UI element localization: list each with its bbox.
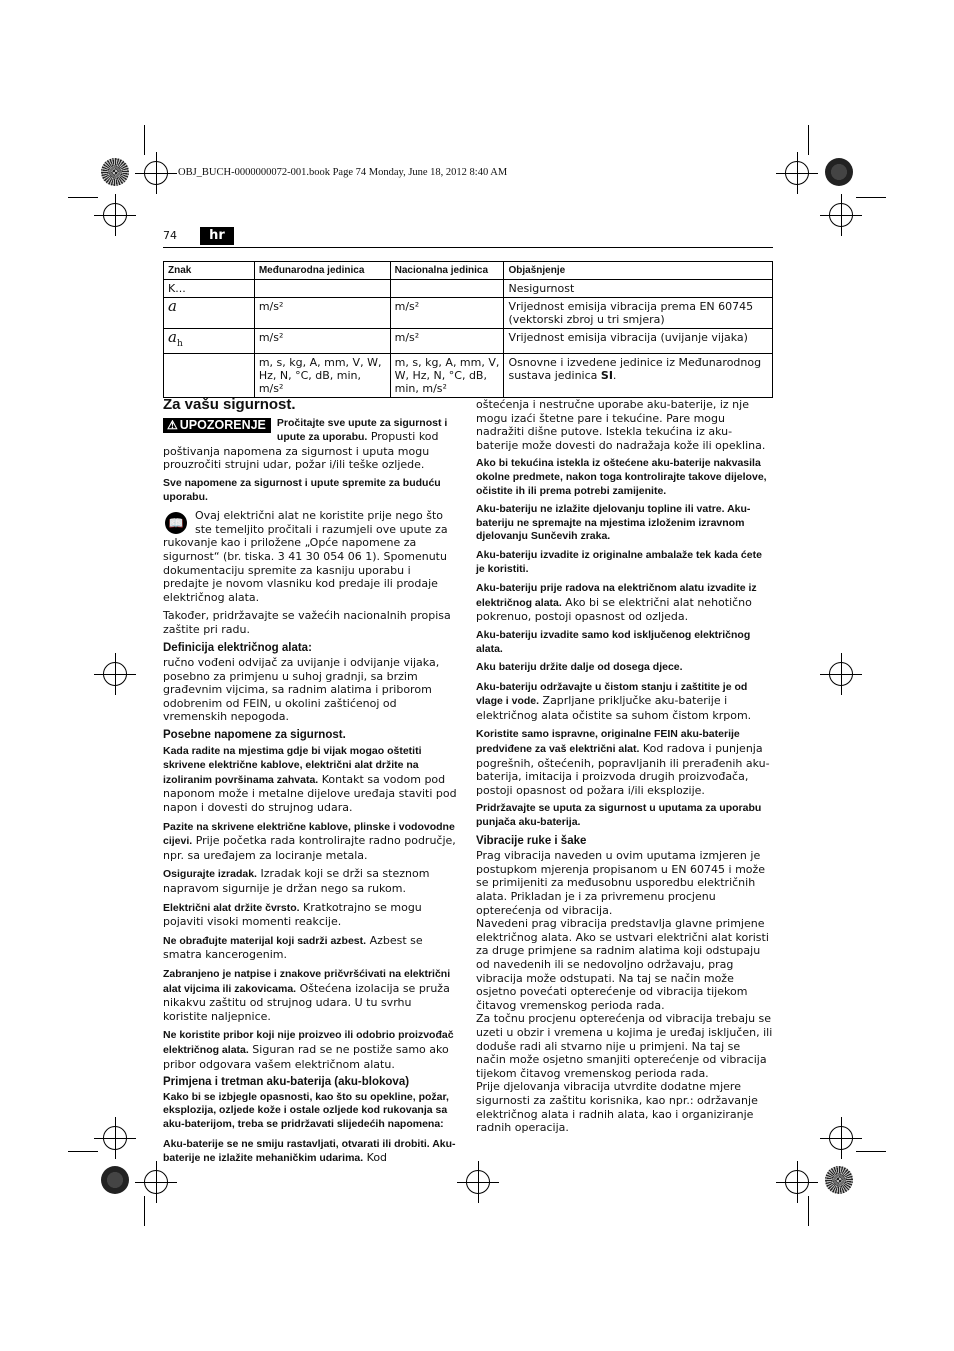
registration-mark-icon: [101, 158, 129, 186]
safety-paragraph: [163, 867, 459, 895]
body-text: Oštećena izolacija se pruža nikakvu zaštitu od strujnog udara. U tu svrhu koristite naljepnice.: [163, 981, 450, 1023]
body-text: Siguran rad se ne postiže samo ako pribor odgovara vašem električnom alatu.: [163, 1042, 449, 1071]
safety-paragraph: [163, 744, 459, 815]
crop-mark: [144, 125, 145, 155]
warning-badge: [163, 418, 271, 434]
crosshair-mark-icon: [785, 1170, 809, 1194]
table-cell: Vrijednost emisija vibracija (uvijanje vijaka): [504, 329, 773, 354]
warning-triangle-icon: ⚠: [167, 417, 178, 432]
body-text: Kontakt sa vodom pod naponom može i metalne dijelove uređaja staviti pod napon i dovesti do strujnog udara.: [163, 772, 457, 815]
battery-note: [476, 727, 773, 797]
bold-text: Zabranjeno je natpise i znakove pričvršćivati na električni alat vijcima ili zakovicama.: [163, 967, 451, 995]
battery-note: Pridržavajte se uputa za sigurnost u uputama za uporabu punjača aku-baterija.: [476, 802, 762, 829]
vibration-heading: Vibracije ruke i šake: [476, 834, 587, 847]
body-text: Prije početka rada kontrolirajte radno područje, npr. sa uređajem za lociranje metala.: [163, 834, 456, 862]
expl-text: Osnovne i izvedene jedinice iz Međunarodnog sustava jedinica: [508, 356, 762, 382]
body-text: Kod radova i punjenja pogrešnih, oštećenih, popravljanih ili prerađenih aku-baterija, imitacija i proizvoda drugih proizvođača, postoji opasnost od požara i/ili eksplozije.: [476, 742, 770, 797]
bold-text: Električni alat držite čvrsto.: [163, 901, 300, 914]
bold-text: Koristite samo ispravne, originalne FEIN aku-baterije predviđene za vaš električni alat.: [476, 728, 740, 756]
body-text: Azbest se smatra kancerogenim.: [163, 933, 423, 962]
vibration-paragraph: Prag vibracija naveden u ovim uputama izmjeren je postupkom mjerenja propisanom u EN 60745 i može se primijeniti za međusobnu usporedbu električnih alata. Prikladan je i za privremenu procjenu opterećenja od vibracija.: [476, 849, 766, 917]
bold-text: Pazite na skrivene električne kablove, plinske i vodovodne cijevi.: [163, 820, 455, 848]
also-paragraph: Također, pridržavajte se važećih nacionalnih propisa zaštite pri radu.: [163, 609, 451, 636]
bold-text: Osigurajte izradak.: [163, 868, 257, 881]
safety-paragraph: [163, 934, 459, 962]
safety-paragraph: [163, 820, 459, 863]
section-title: Za vašu sigurnost.: [163, 396, 296, 413]
symbol-subscript: h: [176, 339, 183, 349]
safety-paragraph: [163, 967, 459, 1023]
crop-mark: [856, 197, 886, 198]
symbol-a: a: [168, 297, 177, 315]
book-paragraph: [163, 509, 459, 604]
safety-paragraph: [163, 1028, 459, 1071]
crosshair-mark-icon: [829, 1126, 853, 1150]
body-text: Ako bi se električni alat nehotično pokrenuo, postoji opasnost od ozljeda.: [476, 595, 752, 624]
table-row: [164, 329, 773, 354]
table-header-row: [164, 262, 773, 280]
table-header-cell: Objašnjenje: [504, 262, 773, 280]
battery-note: Ako bi tekućina istekla iz oštećene aku-baterije nakvasila okolne predmete, nakon toga kontrolirajte takove dijelove, očistite ih ili prema potrebi zamijenite.: [476, 457, 767, 497]
battery-note: [476, 581, 773, 624]
table-cell: m/s²: [254, 329, 390, 354]
table-cell: [164, 329, 255, 354]
language-tag: hr: [200, 227, 234, 245]
crosshair-mark-icon: [144, 161, 168, 185]
crop-mark: [808, 125, 809, 155]
battery-note: [476, 680, 773, 723]
file-info-line: OBJ_BUCH-0000000072-001.book Page 74 Monday, June 18, 2012 8:40 AM: [178, 167, 508, 178]
crop-mark: [144, 1196, 145, 1226]
registration-mark-icon: [101, 1166, 129, 1194]
vibration-paragraph: Za točnu procjenu opterećenja od vibracija trebaju se uzeti u obzir i vremena u kojima je uređaj isključen, ili doduše radi ali stvarno nije u primjeni. Na taj se način može osjetno smanjiti opterećenje od vibracija tijekom čitavog vremenskog perioda rada.: [476, 1012, 773, 1080]
crosshair-mark-icon: [466, 1170, 490, 1194]
table-row: [164, 280, 773, 298]
battery-intro: Kako bi se izbjegle opasnosti, kao što su opekline, požar, eksplozija, ozljede kože i ostale ozljede kod rukovanja sa aku-baterijom, treba se pridržavati slijedećih napomena:: [163, 1090, 449, 1130]
table-header-cell: Nacionalna jedinica: [390, 262, 504, 280]
safety-paragraph: [163, 1137, 459, 1166]
body-text: Zaprljane priključke aku-baterije i električnog alata očistite sa suhom čistom krpom.: [476, 694, 752, 722]
continued-paragraph: oštećenja i nestručne uporabe aku-baterije, iz nje mogu izaći štetne pare i tekućine. Pare mogu nadražiti dišne putove. Istekla tekućina iz aku-baterije može dovesti do nadražaja kože ili opeklina.: [476, 398, 766, 452]
body-text: Kratkotrajno se mogu pojaviti visoki momenti reakcije.: [163, 900, 422, 929]
special-heading: Posebne napomene za sigurnost.: [163, 729, 346, 742]
safety-paragraph: [163, 901, 459, 929]
table-cell: K...: [164, 280, 255, 298]
battery-note: Aku-bateriju ne izlažite djelovanju topline ili vatre. Aku-bateriju ne spremajte na mjestima izloženim izravnom djelovanju Sunčevih zraka.: [476, 503, 751, 543]
crosshair-mark-icon: [144, 1170, 168, 1194]
read-manual-icon: 📖: [165, 512, 187, 534]
table-cell: [254, 280, 390, 298]
definition-text: ručno vođeni odvijač za uvijanje i odvijanje vijaka, posebno za primjenu u suhoj gradnji, sa brzim građevnim vijcima, sa radnim alatima i priborom odobrenim od FEIN, u okolini zaštićenoj od vremenskih nepogoda.: [163, 656, 440, 724]
table-cell: m/s²: [390, 329, 504, 354]
crosshair-mark-icon: [829, 662, 853, 686]
crop-mark: [808, 1196, 809, 1226]
table-row: [164, 354, 773, 398]
registration-mark-icon: [825, 158, 853, 186]
warning-label: UPOZORENJE: [179, 417, 266, 432]
bold-text: Ne koristite pribor koji nije proizveo ili odobrio proizvođač električnog alata.: [163, 1029, 454, 1056]
battery-note: Aku-bateriju izvadite iz originalne ambalaže tek kada ćete je koristiti.: [476, 548, 762, 575]
crop-mark: [68, 197, 98, 198]
warn-bold: Pročitajte sve upute za sigurnost i upute za uporabu.: [276, 416, 448, 444]
book-text: Ovaj električni alat ne koristite prije nego što ste temeljito pročitali i razumjeli ove upute za rukovanje kao i priložene „Opće napomene za sigurnost“ (br. tiska. 3 41 30 054 06 1). Spomenutu dokumentaciju spremite za kasniju uporabu i predajte je novom vlasniku kod predaje ili prodaje električnog alata.: [163, 509, 448, 604]
table-cell: m/s²: [390, 298, 504, 329]
right-column: [476, 398, 773, 1140]
crop-mark: [68, 1151, 98, 1152]
crop-mark: [856, 1151, 886, 1152]
table-cell: [390, 280, 504, 298]
bold-text: Kada radite na mjestima gdje bi vijak mogao oštetiti skrivene električne kablove, električni alat držite na izoliranim površinama zahvata.: [163, 744, 422, 786]
header-rule: [163, 247, 773, 248]
table-cell: m, s, kg, A, mm, V, W, Hz, N, °C, dB, min, m/s²: [390, 354, 504, 398]
crosshair-mark-icon: [103, 203, 127, 227]
crosshair-mark-icon: [829, 203, 853, 227]
keep-instructions: Sve napomene za sigurnost i upute spremite za buduću uporabu.: [163, 476, 441, 503]
battery-heading: Primjena i tretman aku-baterija (aku-blokova): [163, 1076, 410, 1089]
table-cell: Vrijednost emisija vibracija prema EN 60745 (vektorski zbroj u tri smjera): [504, 298, 773, 329]
table-header-cell: Međunarodna jedinica: [254, 262, 390, 280]
left-column: [163, 398, 459, 1171]
table-cell: [164, 298, 255, 329]
crosshair-mark-icon: [785, 161, 809, 185]
table-header-cell: Znak: [164, 262, 255, 280]
body-text: Izradak koji se drži sa steznom napravom sigurnije je držan nego sa rukom.: [163, 867, 430, 895]
vibration-paragraph: Navedeni prag vibracija predstavlja glavne primjene električnog alata. Ako se ustvari električni alat koristi za druge primjene sa radnim alatima koji odstupaju od navedenih ili se nedovoljno održavaju, prag vibracija može odstupati. Na taj se način može osjetno povećati opterećenje od vibracija tijekom čitavog vremenskog perioda rada.: [476, 917, 769, 1012]
definition-heading: Definicija električnog alata:: [163, 641, 312, 654]
warn-text: Propusti kod poštivanja napomena za sigurnost i uputa mogu prouzročiti strujni udar, požar i/ili teške ozljede.: [163, 430, 439, 472]
expl-end: .: [612, 369, 617, 382]
crosshair-mark-icon: [103, 662, 127, 686]
warning-paragraph: [163, 416, 459, 472]
page-number: 74: [163, 229, 177, 242]
table-cell: m, s, kg, A, mm, V, W, Hz, N, °C, dB, min, m/s²: [254, 354, 390, 398]
vibration-paragraph: Prije djelovanja vibracija utvrdite dodatne mjere sigurnosti za zaštitu korisnika, kao npr.: održavanje električnog alata i radnih alata, kao i organiziranje radnih operacija.: [476, 1080, 758, 1135]
table-cell: [504, 354, 773, 398]
battery-note: Aku bateriju držite dalje od dosega djece.: [476, 661, 683, 674]
symbol-ah: [168, 328, 183, 349]
table-row: [164, 298, 773, 329]
table-cell: [164, 354, 255, 398]
table-cell: m/s²: [254, 298, 390, 329]
bold-text: Ne obrađujte materijal koji sadrži azbest.: [163, 934, 367, 947]
bold-text: Aku-bateriju prije radova na električnom alatu izvadite iz električnog alata.: [476, 582, 757, 609]
battery-note: Aku-bateriju izvadite samo kod isključenog električnog alata.: [476, 628, 751, 655]
expl-bold: SI: [600, 369, 613, 382]
bold-text: Aku-baterije se ne smiju rastavljati, otvarati ili drobiti. Aku-baterije ne izlažite mehaničkim udarima.: [163, 1137, 456, 1165]
units-table: [163, 261, 773, 398]
bold-text: Aku-bateriju održavajte u čistom stanju i zaštitite je od vlage i vode.: [476, 680, 748, 708]
crosshair-mark-icon: [103, 1126, 127, 1150]
body-text: Kod: [363, 1151, 388, 1165]
symbol-letter: a: [168, 328, 177, 346]
registration-mark-icon: [825, 1166, 853, 1194]
table-cell: Nesigurnost: [504, 280, 773, 298]
